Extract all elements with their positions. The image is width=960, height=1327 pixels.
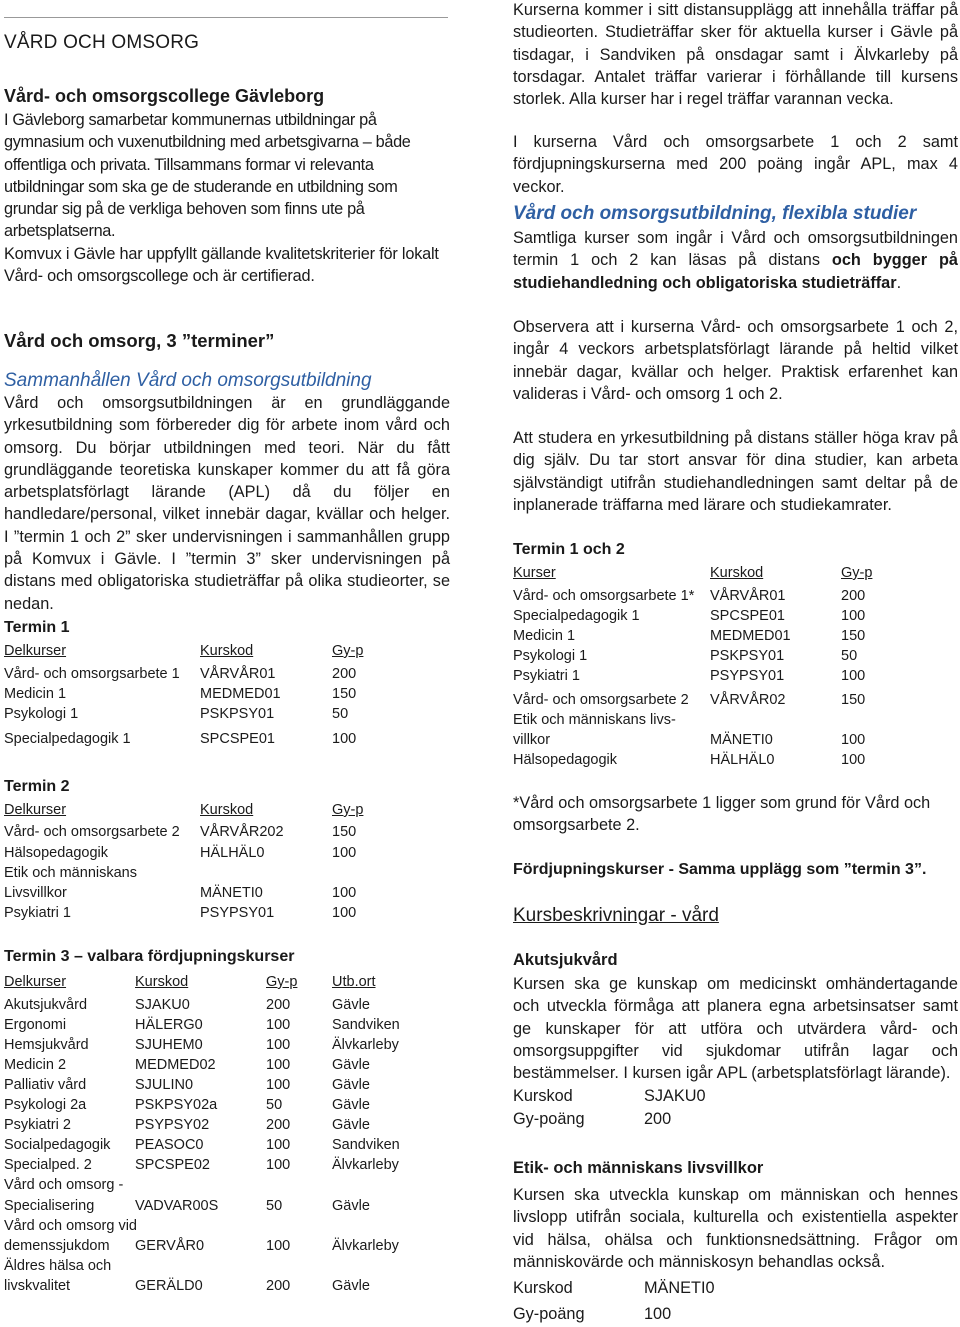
table-row-cell: villkor [513, 732, 551, 748]
table-row-cell: PSKPSY01 [710, 648, 785, 664]
table-row [4, 1097, 450, 1117]
flex-text-part2: . [896, 273, 902, 292]
table-row [4, 706, 450, 726]
table-row-cell: Medicin 1 [4, 686, 67, 703]
table-row-cell: Hälsopedagogik [513, 752, 617, 768]
table-row-cell: 100 [266, 1237, 291, 1254]
table-row-cell: Gävle [332, 1057, 370, 1074]
table-row-cell: 150 [332, 686, 357, 703]
table-row-cell: Vård- och omsorgsarbete 2 [513, 692, 689, 708]
table-row-cell: Medicin 2 [4, 1057, 67, 1074]
table-row-cell: MÄNETI0 [710, 732, 773, 748]
apl-text: I kurserna Vård och omsorgsarbete 1 och 2 samt fördjupningskurserna med 200 poäng ingår APL, max 4 veckor. [513, 133, 958, 196]
table-header-cell: Delkurser [4, 802, 67, 818]
table-row-cell: VÅRVÅR02 [710, 692, 786, 708]
table-row [4, 1017, 450, 1037]
table-row-cell: Psykologi 1 [513, 648, 588, 664]
table-row [4, 731, 450, 751]
flex-text-bold: och bygger på studiehandledning och obligatoriska studieträffar [513, 251, 958, 292]
fordjupning-note: Fördjupningskurser - Samma upplägg som ”termin 3”. [513, 861, 927, 878]
table-row-cell: 200 [266, 997, 291, 1014]
table-row-cell: 100 [841, 608, 866, 624]
table-row-cell: 150 [332, 824, 357, 841]
table-row-cell: Älvkarleby [332, 1157, 399, 1174]
table-row-cell: Hälsopedagogik [4, 844, 108, 861]
table-row-cell: 50 [332, 706, 349, 723]
table-row-cell: Etik och människans [4, 864, 137, 881]
table-row-cell: Psykologi 1 [4, 706, 79, 723]
table-row-cell: HÄLHÄL0 [710, 752, 775, 768]
table-row [4, 1077, 450, 1097]
program-title: Vård och omsorg, 3 ”terminer” [4, 330, 275, 351]
table-row [4, 1057, 450, 1077]
table-row-cell: Palliativ vård [4, 1077, 87, 1094]
distance-text: Kurserna kommer i sitt distansupplägg att innehålla träffar på studieorten. Studieträffar sker för aktuella kurser i Gävle på tisdagar, i Sandviken på onsdagar samt i Älvkarleby på torsdagar. Antalet träffar varierar i förhållande till kursens storlek. Alla kurser har i regel träffar varannan vecka. [513, 1, 958, 109]
table-header [513, 565, 958, 585]
college-title: Vård- och omsorgscollege Gävleborg [4, 86, 325, 106]
table-row-cell: Vård och omsorg vid [4, 1217, 137, 1234]
termin1-title: Termin 1 [4, 619, 70, 636]
table-row [4, 865, 450, 885]
table-row-cell: Älvkarleby [332, 1037, 399, 1054]
akut-kurskod: SJAKU0 [644, 1087, 706, 1105]
table-row-cell: Specialisering [4, 1197, 95, 1214]
table-row-cell: Vård- och omsorgsarbete 1 [4, 665, 180, 682]
akut-title: Akutsjukvård [513, 951, 618, 969]
akut-poang-label: Gy-poäng [513, 1110, 585, 1128]
table-header-cell: Kurskod [200, 643, 254, 659]
table-row-cell: Gävle [332, 1277, 370, 1294]
table-row [4, 686, 450, 706]
table-row-cell: SPCSPE01 [710, 608, 785, 624]
table-row-cell: Gävle [332, 1117, 370, 1134]
akut-text: Kursen ska ge kunskap om medicinskt omhändertagande och utveckla förmåga att planera egna arbetsinsatser samt ge kunskaper för att utföra och utvärdera vård- och omsorgsuppgifter vid sjukdomar utifrån lagar och bestämmelser. I kursen igår APL (arbetsplatsförlagt lärande). [513, 975, 958, 1083]
table-row [4, 1278, 450, 1298]
table-row-cell: Medicin 1 [513, 628, 576, 644]
table-row-cell: 50 [841, 648, 858, 664]
table-row-cell: Psykologi 2a [4, 1097, 87, 1114]
table-row [513, 628, 958, 648]
akut-poang: 200 [644, 1110, 672, 1128]
table-row-cell: VÅRVÅR01 [200, 665, 276, 682]
table-row-cell: Etik och människans livs- [513, 712, 676, 728]
table-row-cell: Gävle [332, 1097, 370, 1114]
table-header-cell: Gy-p [841, 565, 873, 581]
table-row [4, 666, 450, 686]
table-row-cell: 200 [332, 665, 357, 682]
table-row-cell: Hemsjukvård [4, 1037, 89, 1054]
table-row-cell: Vård- och omsorgsarbete 1* [513, 588, 695, 604]
table-row-cell: MEDMED01 [710, 628, 791, 644]
flex-studies-title: Vård och omsorgsutbildning, flexibla studier [513, 203, 917, 224]
table-row-cell: Livsvillkor [4, 885, 67, 902]
table-header-cell: Utb.ort [332, 974, 376, 990]
top-rule [4, 17, 448, 18]
table-row-cell: SPCSPE01 [200, 730, 275, 747]
table-row-cell: MEDMED02 [135, 1057, 216, 1074]
table-row-cell: Psykiatri 1 [513, 668, 580, 684]
table-header-cell: Kurskod [200, 802, 254, 818]
table-header-cell: Gy-p [332, 802, 364, 818]
termin2-table [4, 802, 450, 926]
table-row-cell: PSKPSY02a [135, 1097, 218, 1114]
termin3-table [4, 974, 450, 1298]
table-row-cell: Gävle [332, 1197, 370, 1214]
table-row-cell: Sandviken [332, 1137, 400, 1154]
college-intro: I Gävleborg samarbetar kommunernas utbildningar på gymnasium och vuxenutbildning med arbetsgivarna – både offentliga och privata. Tillsammans formar vi relevanta utbildningar som ska ge de studerande en utbildning som grundar sig på de verkliga behoven som finns ute på arbetsplatserna. [4, 111, 411, 241]
table-row [4, 1198, 450, 1218]
table-row-cell: Psykiatri 2 [4, 1117, 71, 1134]
table-row-cell: MEDMED01 [200, 686, 281, 703]
table-row [513, 588, 958, 608]
table-row-cell: VADVAR00S [135, 1197, 219, 1214]
table-row-cell: 100 [332, 730, 357, 747]
table-row [4, 845, 450, 865]
table-row-cell: 100 [332, 885, 357, 902]
table-row-cell: HÄLHÄL0 [200, 844, 265, 861]
table-row-cell: SJUHEM0 [135, 1037, 203, 1054]
table-row-cell: Vård och omsorg - [4, 1177, 124, 1194]
table-header-cell: Delkurser [4, 643, 67, 659]
termin12-table [513, 565, 958, 772]
table-row [4, 885, 450, 905]
table-row-cell: Gävle [332, 997, 370, 1014]
table-row-cell: MÄNETI0 [200, 885, 263, 902]
table-row [4, 1157, 450, 1177]
table-row-cell: GERÄLD0 [135, 1277, 203, 1294]
table-row-cell: SPCSPE02 [135, 1157, 210, 1174]
etik-text: Kursen ska utveckla kunskap om människan och hennes livslopp utifrån sociala, kulturella och existentiella aspekter vid hälsa, ohälsa och funktionsnedsättning. Frågor om människovärde och människosyn behandlas också. [513, 1186, 958, 1271]
table-row-cell: VÅRVÅR01 [710, 588, 786, 604]
table-row-cell: 100 [266, 1137, 291, 1154]
table-header-cell: Kurskod [710, 565, 764, 581]
table-row [513, 732, 958, 752]
college-certification: Komvux i Gävle har uppfyllt gällande kvalitetskriterier för lokalt Vård- och omsorgscollege och är certifierad. [4, 245, 439, 286]
program-subtitle: Sammanhållen Vård och omsorgsutbildning [4, 370, 372, 391]
table-header-cell: Kurser [513, 565, 556, 581]
etik-poang: 100 [644, 1305, 672, 1323]
table-row [4, 997, 450, 1017]
table-row [513, 668, 958, 688]
table-row-cell: VÅRVÅR202 [200, 824, 284, 841]
table-row-cell: Älvkarleby [332, 1237, 399, 1254]
table-row-cell: PSYPSY02 [135, 1117, 210, 1134]
table-row-cell: SJAKU0 [135, 997, 190, 1014]
table-row-cell: 100 [332, 905, 357, 922]
table-row-cell: PSYPSY01 [710, 668, 785, 684]
table-row-cell: Specialpedagogik 1 [513, 608, 640, 624]
table-row-cell: Psykiatri 1 [4, 905, 71, 922]
table-row-cell: Akutsjukvård [4, 997, 88, 1014]
table-row-cell: PSYPSY01 [200, 905, 275, 922]
table-row-cell: livskvalitet [4, 1277, 71, 1294]
table-row [513, 752, 958, 772]
table-row-cell: 100 [266, 1037, 291, 1054]
table-row-cell: 200 [841, 588, 866, 604]
observe-text: Observera att i kurserna Vård- och omsorgsarbete 1 och 2, ingår 4 veckors arbetsplatsförlagt lärande på heltid vilket innebär dagar, kvällar och helger. Praktisk erfarenhet kan valideras i Vård- och omsorg 1 och 2. [513, 318, 958, 403]
table-row-cell: Specialped. 2 [4, 1157, 92, 1174]
department-heading: VÅRD OCH OMSORG [4, 32, 200, 53]
table-row-cell: 100 [266, 1157, 291, 1174]
table-row-cell: 50 [266, 1197, 283, 1214]
table-row-cell: 100 [332, 844, 357, 861]
table-row [4, 1117, 450, 1137]
table-row [4, 1177, 450, 1197]
table-row-cell: 100 [266, 1057, 291, 1074]
table-row [513, 692, 958, 712]
flex-text-part1: Samtliga kurser som ingår i Vård och omsorgsutbildningen termin 1 och 2 kan läsas på distans [513, 229, 958, 270]
table-row [4, 1238, 450, 1258]
table-row [4, 1137, 450, 1157]
table-row-cell: Äldres hälsa och [4, 1257, 112, 1274]
table-row-cell: Socialpedagogik [4, 1137, 111, 1154]
table-header [4, 802, 450, 822]
etik-kurskod: MÄNETI0 [644, 1279, 715, 1297]
table-row-cell: HÄLERG0 [135, 1017, 203, 1034]
table-row-cell: 50 [266, 1097, 283, 1114]
table-row [513, 648, 958, 668]
table-row-cell: demenssjukdom [4, 1237, 110, 1254]
table-row-cell: 150 [841, 628, 866, 644]
table-row [4, 1258, 450, 1278]
termin12-title: Termin 1 och 2 [513, 541, 625, 558]
demand-text: Att studera en yrkesutbildning på distans ställer höga krav på dig själv. Du tar stort ansvar för dina studier, kan arbeta självständigt utifrån studiehandledningen samt deltar på de inplanerade träffarna med lärare och studiekamrater. [513, 429, 958, 514]
table-row-cell: Gävle [332, 1077, 370, 1094]
table-row-cell: PSKPSY01 [200, 706, 275, 723]
table-row-cell: Specialpedagogik 1 [4, 730, 131, 747]
table-row-cell: Ergonomi [4, 1017, 67, 1034]
table-row [4, 905, 450, 925]
table-header [4, 643, 450, 663]
etik-poang-label: Gy-poäng [513, 1305, 585, 1323]
akut-kurskod-label: Kurskod [513, 1087, 573, 1105]
termin2-title: Termin 2 [4, 778, 70, 795]
footnote: *Vård och omsorgsarbete 1 ligger som grund för Vård och omsorgsarbete 2. [513, 794, 931, 835]
table-row-cell: Vård- och omsorgsarbete 2 [4, 824, 180, 841]
table-row-cell: Sandviken [332, 1017, 400, 1034]
table-row-cell: GERVÅR0 [135, 1237, 205, 1254]
table-header [4, 974, 450, 994]
program-description: Vård och omsorgsutbildningen är en grundläggande yrkesutbildning som förbereder dig för arbete inom vård och omsorg. Du börjar utbildningen med teori. När du fått grundläggande teoretiska kunskaper kommer du att få göra arbetsplatsförlagt lärande (APL) då du följer en handledare/personal, vilket innebär dagar, kvällar och helger. I ”termin 1 och 2” sker undervisningen i sammanhållen grupp på Komvux i Gävle. I ”termin 3” sker undervisningen på distans med obligatoriska studieträffar på olika studieorter, se nedan. [4, 394, 450, 613]
course-descriptions-title: Kursbeskrivningar - vård [513, 905, 719, 926]
termin3-title: Termin 3 – valbara fördjupningskurser [4, 948, 295, 965]
table-header-cell: Kurskod [135, 974, 189, 990]
table-row-cell: 100 [266, 1017, 291, 1034]
table-row-cell: SJULIN0 [135, 1077, 194, 1094]
table-row-cell: 100 [841, 752, 866, 768]
etik-title: Etik- och människans livsvillkor [513, 1159, 764, 1177]
table-row-cell: 200 [266, 1117, 291, 1134]
table-row [4, 824, 450, 844]
table-row-cell: 100 [841, 732, 866, 748]
table-row-cell: PEASOC0 [135, 1137, 204, 1154]
table-row-cell: 150 [841, 692, 866, 708]
table-row-cell: 100 [266, 1077, 291, 1094]
table-row [4, 1037, 450, 1057]
table-header-cell: Gy-p [266, 974, 298, 990]
table-header-cell: Gy-p [332, 643, 364, 659]
table-row [513, 712, 958, 732]
etik-kurskod-label: Kurskod [513, 1279, 573, 1297]
termin1-table [4, 643, 450, 751]
table-row [513, 608, 958, 628]
table-row-cell: 200 [266, 1277, 291, 1294]
table-header-cell: Delkurser [4, 974, 67, 990]
flex-studies-text [513, 227, 958, 294]
table-row-cell: 100 [841, 668, 866, 684]
table-row [4, 1218, 450, 1238]
